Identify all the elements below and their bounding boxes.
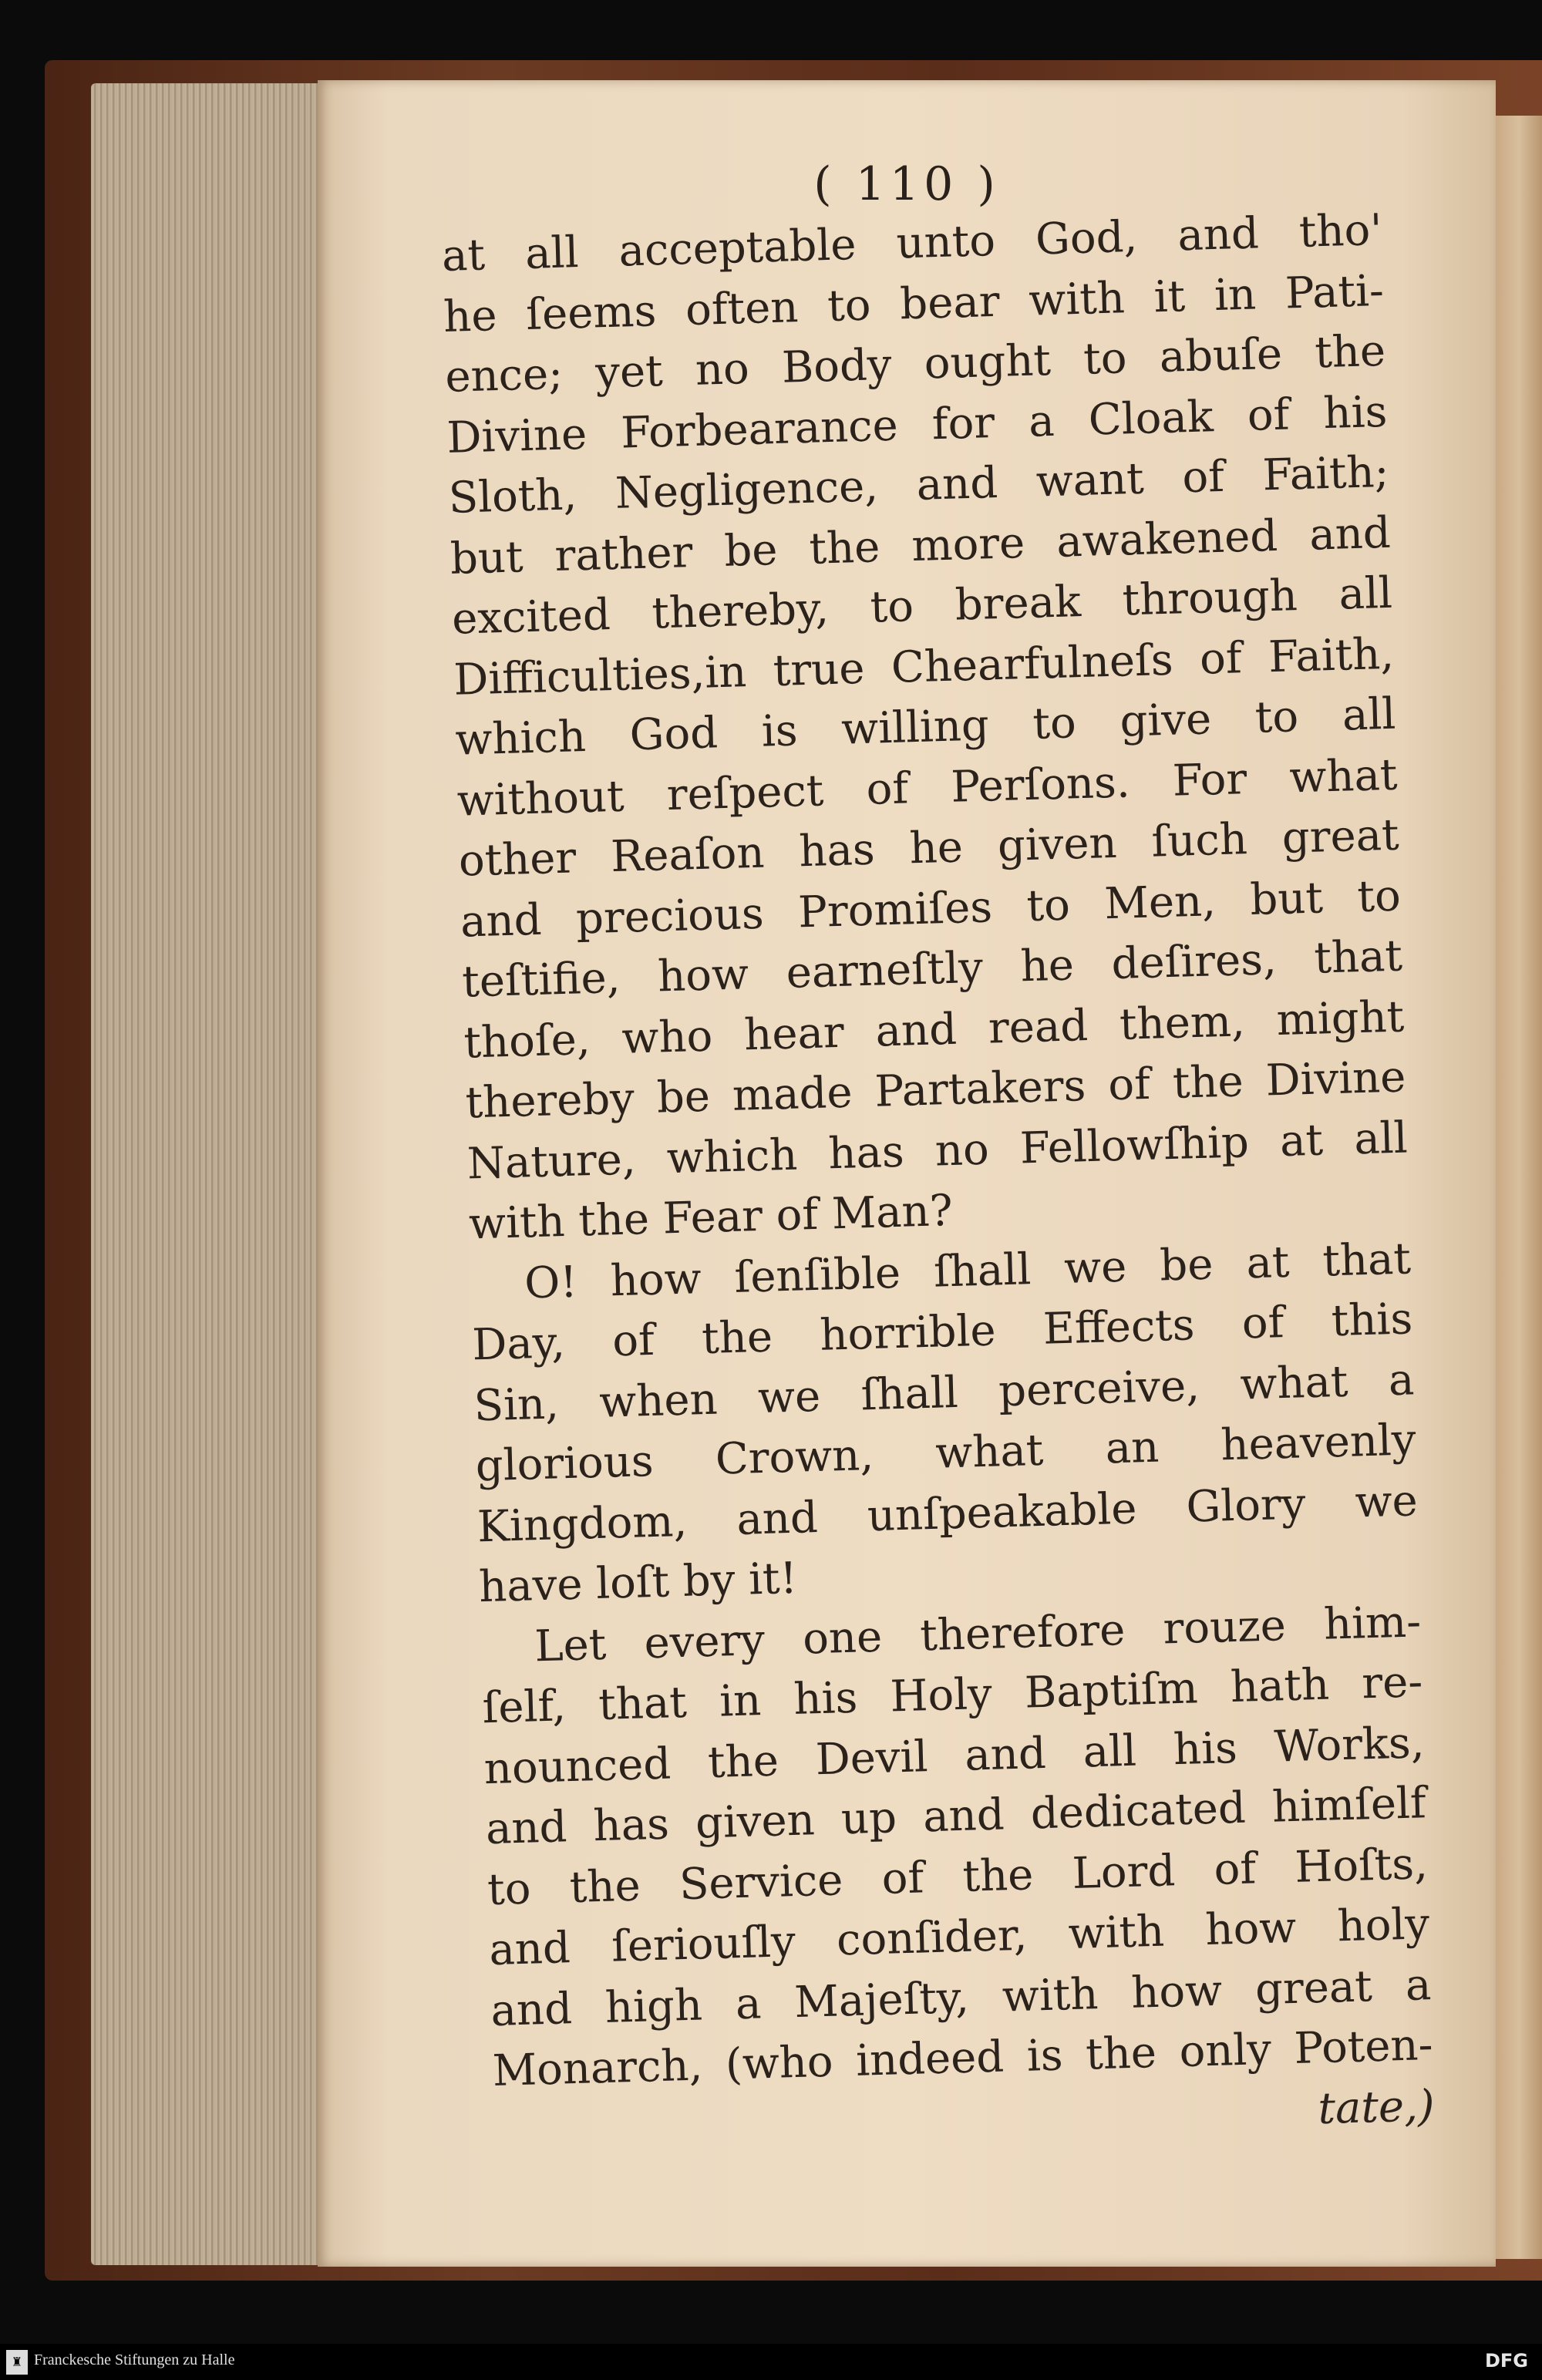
page-edges — [91, 83, 322, 2265]
text-line: glorious Crown, what an heavenly — [475, 1415, 1417, 1492]
text-line: O! how ſenſible ſhall we be at that — [524, 1233, 1412, 1308]
text-line: Difficulties,in true Chearfulneſs of Faith, — [453, 628, 1395, 705]
institution-logo-icon: ♜ — [6, 2350, 28, 2375]
text-line: and high a Majeſty, with how great a — [490, 1959, 1433, 2036]
catchword: tate,) — [1317, 2080, 1436, 2134]
text-line: Let every one therefore rouze him- — [534, 1596, 1422, 1671]
text-line: nounced the Devil and all his Works, — [483, 1717, 1426, 1794]
text-line: to the Service of the Lord of Hoſts, — [487, 1838, 1429, 1915]
page-text — [441, 200, 1436, 2163]
text-line: but rather be the more awakened and — [449, 507, 1392, 584]
text-line: have loſt by it! — [478, 1553, 798, 1613]
text-line: Day, of the horrible Effects of this — [471, 1294, 1413, 1371]
text-line: Monarch, (who indeed is the only Poten- — [491, 2020, 1434, 2097]
text-line: with the Fear of Man? — [468, 1185, 954, 1250]
text-line: which God is willing to give to all — [454, 688, 1397, 766]
text-line: Divine Forbearance for a Cloak of his — [446, 386, 1389, 463]
text-line: teſtifie, how earneſtly he deſires, that — [461, 931, 1403, 1008]
text-line: and has given up and dedicated himſelf — [485, 1778, 1427, 1855]
text-line: excited thereby, to break through all — [451, 567, 1393, 645]
page-number: ( 110 ) — [813, 157, 1000, 211]
text-line: without reſpect of Perſons. For what — [456, 749, 1399, 826]
text-line: he ſeems often to bear with it in Pati- — [443, 265, 1385, 342]
facing-page-edge — [1496, 116, 1542, 2259]
text-line: Sloth, Negligence, and want of Faith; — [447, 446, 1390, 523]
text-line: ſelf, that in his Holy Baptiſm hath re- — [481, 1657, 1424, 1734]
viewer-footer — [0, 2344, 1542, 2380]
text-line: Sin, when we ſhall perceive, what a — [473, 1354, 1416, 1431]
book-page — [318, 80, 1496, 2267]
text-line: other Reaſon has he given ſuch great — [458, 810, 1400, 887]
institution-name: Franckesche Stiftungen zu Halle — [34, 2351, 235, 2368]
text-line: and precious Promiſes to Men, but to — [460, 870, 1402, 948]
text-line: Kingdom, and unſpeakable Glory we — [476, 1475, 1419, 1552]
text-line: and ſeriouſly conſider, with how holy — [488, 1899, 1430, 1976]
text-line: thereby be made Partakers of the Divine — [464, 1052, 1407, 1129]
text-line: at all acceptable unto God, and tho' — [441, 204, 1383, 281]
text-line: Nature, which has no Fellowſhip at all — [466, 1112, 1409, 1190]
text-line: ence; yet no Body ought to abuſe the — [444, 325, 1386, 402]
dfg-badge: DFG — [1484, 2350, 1528, 2372]
text-line: thoſe, who hear and read them, might — [463, 991, 1406, 1069]
